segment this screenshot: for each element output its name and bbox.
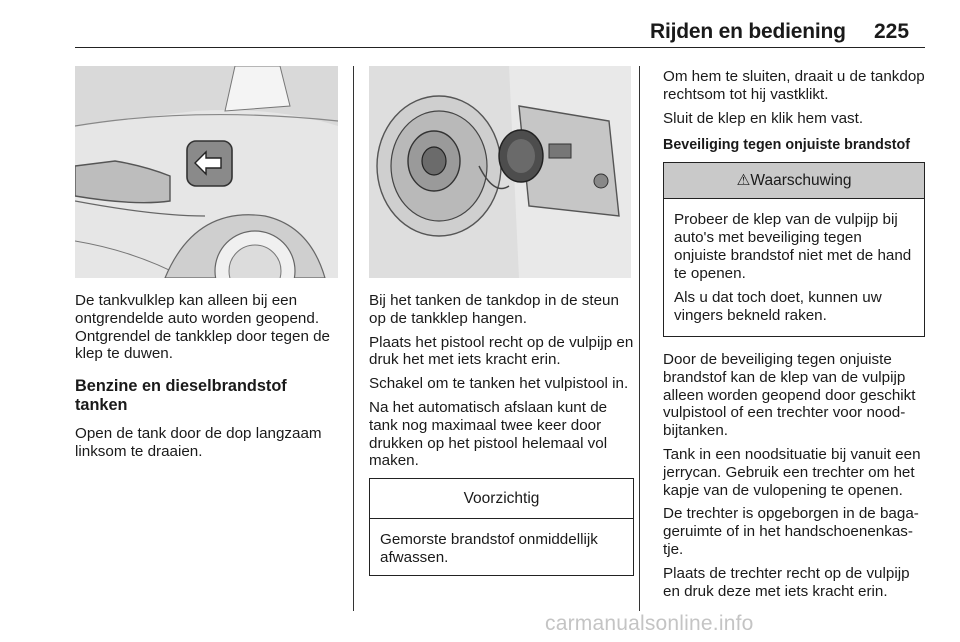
top-up-paragraph: Na het automatisch afslaan kunt de tank nog maximaal twee keer door drukken op het pistool helemaal vol maken. [369,398,608,470]
warning-box [663,162,925,337]
warning-paragraph-2: Als u dat toch doet, kunnen uw vingers bekneld raken. [674,289,882,325]
caution-box [369,478,634,575]
watermark: carmanualsonline.info [545,612,754,635]
column-1 [75,292,343,467]
column-2 [369,292,634,576]
warning-title [664,163,924,199]
insert-funnel-paragraph: Plaats de trechter recht op de vulpijp en druk deze met iets kracht erin. [663,564,910,600]
fuel-flap-unlock-paragraph: De tankvulklep kan alleen bij een ontgrendelde auto worden geopend. Ontgrendel de tankklep door tegen de klep te duwen. [75,292,330,363]
column-3 [663,68,925,606]
misfuel-flap-paragraph: Door de beveiliging tegen onjuiste brandstof kan de klep van de vulpijp alleen worden geopend door geschikt vulpistool of een trechter voor noodbijtanken. [663,350,916,440]
misfuel-protection-heading: Beveiliging tegen onjuiste brandstof [663,137,911,154]
funnel-storage-paragraph: De trechter is opgeborgen in de bagageruimte of in het handschoenenkastje. [663,505,919,558]
hang-cap-paragraph: Bij het tanken de tankdop in de steun op de tankklep hangen. [369,292,619,327]
column-divider-1 [353,66,354,611]
column-divider-2 [639,66,640,611]
warning-triangle-icon: ⚠ [736,172,751,190]
section-heading-refuel: Benzine en dieselbrandstof tanken [75,377,287,415]
caution-text: Gemorste brandstof onmiddellijk afwassen. [380,530,598,566]
close-cap-paragraph: Om hem te sluiten, draait u de tankdop rechtsom tot hij vastklikt. [663,68,925,103]
fuel-cap-illustration [369,66,631,278]
page-header-title: Rijden en bediening [650,20,846,43]
open-tank-paragraph: Open de tank door de dop langzaam linksom te draaien. [75,425,322,460]
fuel-cap-drawing [369,66,631,278]
page-number: 225 [874,20,910,43]
insert-nozzle-paragraph: Plaats het pistool recht op de vulpijp en druk het met iets kracht erin. [369,333,634,369]
jerrycan-paragraph: Tank in een noodsituatie bij vanuit een jerrycan. Gebruik een trechter om het kapje van de vulopening te openen. [663,445,921,499]
warning-paragraph-1: Probeer de klep van de vulpijp bij auto's met beveiliging tegen onjuiste brandstof niet met de hand te openen. [674,211,912,282]
close-flap-paragraph: Sluit de klep en klik hem vast. [663,109,864,127]
switch-nozzle-paragraph: Schakel om te tanken het vulpistool in. [369,375,629,393]
warning-body [664,199,924,336]
fuel-flap-drawing [75,66,338,278]
header-rule [75,47,925,48]
fuel-flap-illustration [75,66,338,278]
caution-title: Voorzichtig [370,479,633,519]
warning-title-text: Waarschuwing [750,172,852,190]
